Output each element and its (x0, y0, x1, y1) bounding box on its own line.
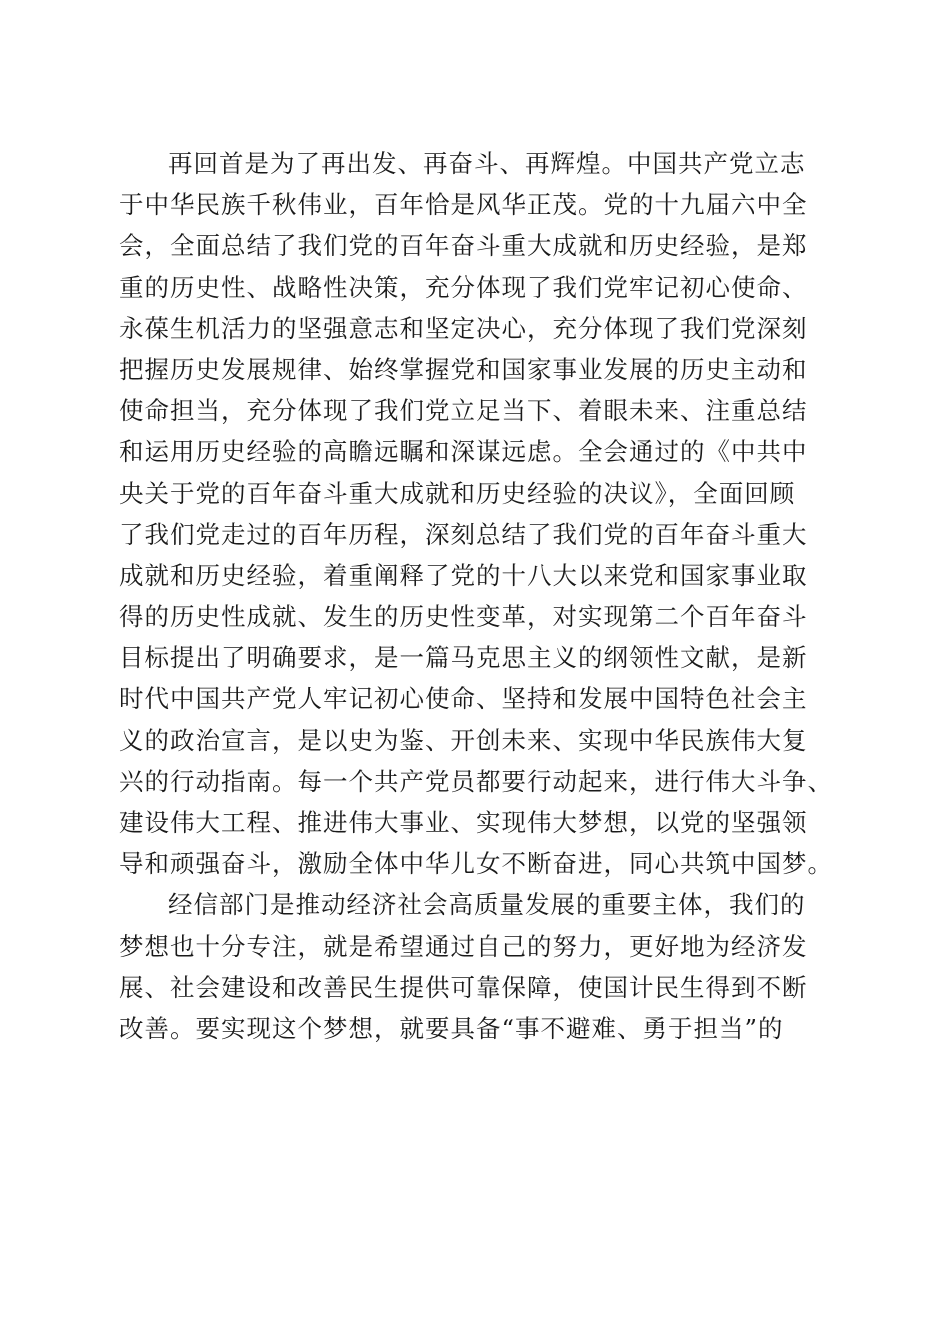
paragraph-2-line-1: 经信部门是推动经济社会高质量发展的重要主体，我们的 (168, 890, 806, 920)
paragraph-2-line-4: 改善。要实现这个梦想，就要具备“事不避难、勇于担当”的 (119, 1013, 784, 1043)
paragraph-1-line-12: 得的历史性成就、发生的历史性变革，对实现第二个百年奋斗 (119, 602, 808, 632)
paragraph-2-line-2: 梦想也十分专注，就是希望通过自己的努力，更好地为经济发 (119, 931, 808, 961)
paragraph-1-line-15: 义的政治宣言，是以史为鉴、开创未来、实现中华民族伟大复 (119, 725, 808, 755)
body-text (119, 143, 839, 1049)
paragraph-1-line-10: 了我们党走过的百年历程，深刻总结了我们党的百年奋斗重大 (119, 519, 808, 549)
paragraph-1-line-11: 成就和历史经验，着重阐释了党的十八大以来党和国家事业取 (119, 560, 808, 590)
paragraph-1-line-4: 重的历史性、战略性决策，充分体现了我们党牢记初心使命、 (119, 272, 808, 302)
paragraph-1-line-3: 会，全面总结了我们党的百年奋斗重大成就和历史经验，是郑 (119, 231, 808, 261)
paragraph-1-line-2: 于中华民族千秋伟业，百年恰是风华正茂。党的十九届六中全 (119, 190, 808, 220)
paragraph-1-line-7: 使命担当，充分体现了我们党立足当下、着眼未来、注重总结 (119, 396, 808, 426)
paragraph-1-line-16: 兴的行动指南。每一个共产党员都要行动起来，进行伟大斗争、 (119, 766, 833, 796)
paragraph-1-line-1: 再回首是为了再出发、再奋斗、再辉煌。中国共产党立志 (168, 149, 806, 178)
paragraph-2-line-3: 展、社会建设和改善民生提供可靠保障，使国计民生得到不断 (119, 972, 808, 1002)
paragraph-1-line-6: 把握历史发展规律、始终掌握党和国家事业发展的历史主动和 (119, 354, 808, 384)
paragraph-1-line-13: 目标提出了明确要求，是一篇马克思主义的纲领性文献，是新 (119, 643, 808, 673)
paragraph-1-line-18: 导和顽强奋斗，激励全体中华儿女不断奋进，同心共筑中国梦。 (119, 849, 833, 879)
paragraph-1-line-14: 时代中国共产党人牢记初心使命、坚持和发展中国特色社会主 (119, 684, 808, 714)
paragraph-1-line-17: 建设伟大工程、推进伟大事业、实现伟大梦想，以党的坚强领 (119, 808, 808, 837)
paragraph-1-line-9: 央关于党的百年奋斗重大成就和历史经验的决议》，全面回顾 (119, 478, 796, 508)
paragraph-1-line-5: 永葆生机活力的坚强意志和坚定决心，充分体现了我们党深刻 (119, 313, 808, 343)
paragraph-1-line-8: 和运用历史经验的高瞻远瞩和深谋远虑。全会通过的《中共中 (119, 437, 808, 467)
